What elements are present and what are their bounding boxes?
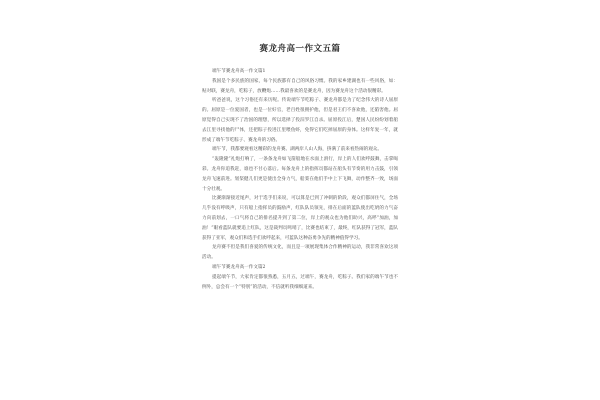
paragraph: 我国是个多民族的国家，每个民族都有自己的风俗习惯。我的家乡建湖也有一些风俗，如：贴对联，赛龙舟，吃粽子，放鞭炮……我最喜欢的是赛龙舟，因为赛龙舟这个活动很精彩。 <box>202 78 398 94</box>
paragraph: 听爸爸说，这个习俗还有来历呢。传说端午节吃粽子、赛龙舟都是为了纪念伟大的诗人屈原的。屈原是一位爱国者，也是一位好官，老百姓很拥护他，但是君王们不喜欢他，还陷害他。屈原觉得自己实现不了治国的理想，所以选择了投汨罗江自杀。屈原投江后，楚国人民纷纷划着船去江里寻找他的尸体，还把粽子投进江里喂鱼虾，免得它们吃掉屈原的身体。这样年复一年，就形成了端午节吃粽子、赛龙舟的习俗。 <box>202 98 398 143</box>
paragraph: 龙舟赛不但是我们喜爱的传统文化，而且是一项展现集体合作精神的运动，我非常喜欢这项活动。 <box>202 245 398 261</box>
document-body <box>202 67 398 292</box>
essay-heading: 端午节赛龙舟高一作文篇2 <box>212 264 266 270</box>
essay-heading: 端午节赛龙舟高一作文篇1 <box>212 69 266 74</box>
paragraph: “轰隆隆”礼炮打响了，一条条龙舟如飞箭般地在水面上滑行，岸上的人们欢呼鼓舞，击掌喝彩。龙舟你追我赶，谁也不甘心落后。每条龙舟上的指挥员都站在船头有节奏的用力击鼓，引领龙舟飞速前进。划桨健儿们更是使出全身力气，船桨在他们手中上下飞舞，动作整齐一致，场面十分壮观。 <box>202 157 398 192</box>
paragraph: 端午节，我都要观看这精彩的龙舟赛。湖两岸人山人海，挤满了前来看热闹的观众。 <box>212 147 382 153</box>
paragraph: 提起端午节，大家肯定都很熟悉，五月五，过端午，赛龙舟，吃粽子。我们家的端午节也不例外，总会有一个“特别”的活动，不信就听我细细道来。 <box>202 274 398 290</box>
document-title: 赛龙舟高一作文五篇 <box>259 44 341 54</box>
paragraph: 比赛渐渐接近尾声，对于选手们来说，可以算是已到了冲刺的阶段，观众们都屏住气，全场几乎没有呼吸声，只有船上指挥员的鼓励声，红队队员领先，排在后面的蓝队使出吃奶的力气奋力向前划去，一口气将自己的排名提升到了第二位，岸上的观众也为他们助兴，高呼“加油，加油！”眼看蓝队就要追上红队，这是裁判员鸣哨了，比赛也结束了，最终，红队获得了冠军，蓝队获得了亚军，观众们和选手们欢呼起来，可蓝队这种奋勇争先的精神值得学习。 <box>202 196 398 241</box>
